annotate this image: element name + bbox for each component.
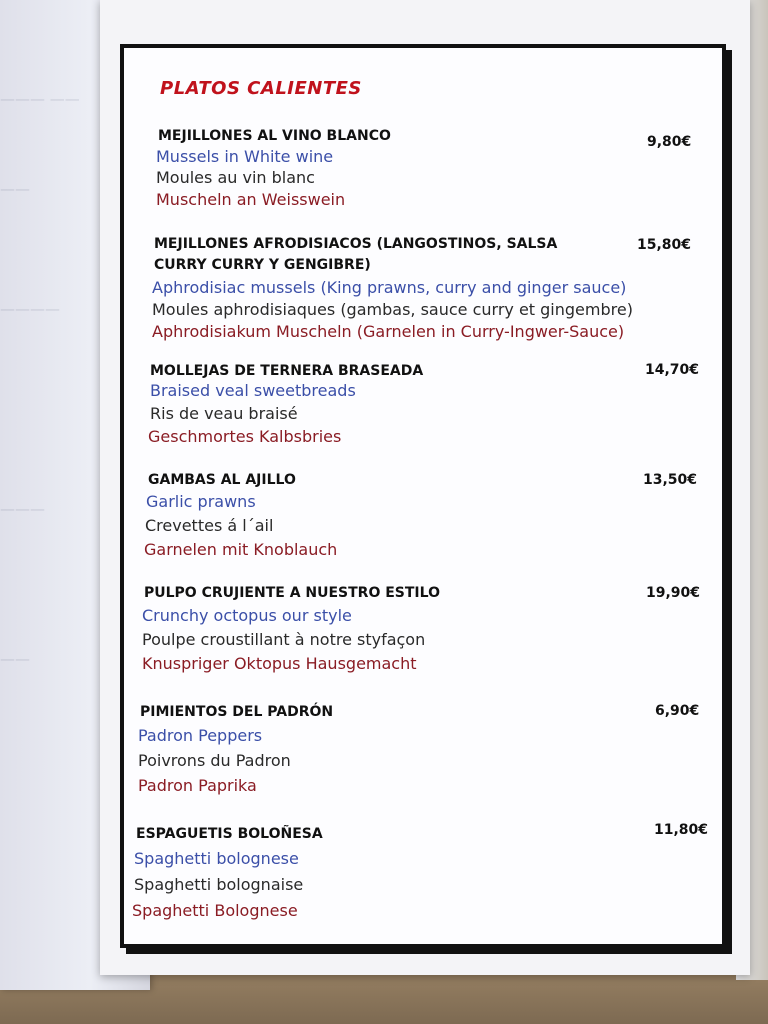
dish-name: MOLLEJAS DE TERNERA BRASEADA [150,363,424,379]
dish-english: Padron Peppers [138,726,263,745]
dish-price: 13,50€ [643,472,698,488]
dish-price: 15,80€ [637,237,692,253]
dish-price: 11,80€ [654,822,709,838]
dish-french: Poivrons du Padron [138,751,291,770]
dish-price: 14,70€ [645,362,700,378]
dish-english: Mussels in White wine [156,147,334,166]
bleed-through-text: —— [0,180,30,198]
dish-german: Geschmortes Kalbsbries [148,427,342,446]
dish-french: Ris de veau braisé [150,404,298,423]
dish-name: MEJILLONES AL VINO BLANCO [158,128,391,144]
dish-english: Garlic prawns [146,492,256,511]
section-title: PLATOS CALIENTES [160,78,362,99]
dish-name: MEJILLONES AFRODISIACOS (LANGOSTINOS, SALSA CURRY CURRY Y GENGIBRE) [154,236,558,273]
bleed-through-text: ——— [0,500,45,518]
dish-german: Knuspriger Oktopus Hausgemacht [142,654,417,673]
dish-name: ESPAGUETIS BOLOÑESA [136,826,323,842]
dish-german: Aphrodisiakum Muscheln (Garnelen in Curry-Ingwer-Sauce) [152,322,625,341]
dish-german: Garnelen mit Knoblauch [144,540,338,559]
dish-french: Spaghetti bolognaise [134,875,304,894]
dish-price: 19,90€ [646,585,701,601]
dish-french: Crevettes á l´ail [145,516,274,535]
dish-name: GAMBAS AL AJILLO [148,472,296,488]
dish-english: Crunchy octopus our style [142,606,352,625]
bleed-through-text: —— [0,650,30,668]
dish-name: PIMIENTOS DEL PADRÓN [140,704,334,720]
dish-french: Moules aphrodisiaques (gambas, sauce curry et gingembre) [152,300,633,319]
dish-german: Spaghetti Bolognese [132,901,298,920]
dish-french: Poulpe croustillant à notre styfaçon [142,630,426,649]
dish-german: Muscheln an Weisswein [156,190,346,209]
bleed-through-text: ———— [0,300,60,318]
menu-frame [120,44,726,948]
dish-english: Braised veal sweetbreads [150,381,356,400]
dish-price: 9,80€ [647,134,692,150]
dish-name: PULPO CRUJIENTE A NUESTRO ESTILO [144,585,440,601]
dish-english: Spaghetti bolognese [134,849,299,868]
dish-price: 6,90€ [655,703,700,719]
dish-french: Moules au vin blanc [156,168,315,187]
dish-german: Padron Paprika [138,776,257,795]
bleed-through-text: ——— —— [0,90,80,108]
dish-english: Aphrodisiac mussels (King prawns, curry and ginger sauce) [152,278,627,297]
